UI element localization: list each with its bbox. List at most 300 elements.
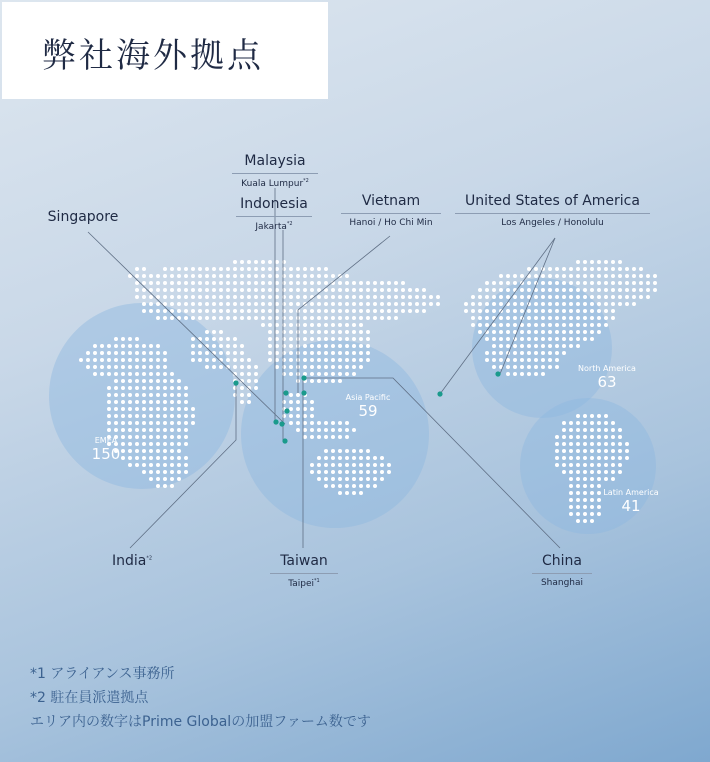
map-dot (212, 288, 216, 292)
map-dot (247, 288, 251, 292)
label-india (104, 553, 160, 569)
map-dot (142, 281, 146, 285)
map-dot (170, 281, 174, 285)
map-dot (513, 372, 517, 376)
map-dot (562, 344, 566, 348)
map-dot (128, 372, 132, 376)
map-dot (590, 267, 594, 271)
map-dot (569, 281, 573, 285)
map-dot (247, 393, 251, 397)
map-dot (303, 358, 307, 362)
map-dot (583, 456, 587, 460)
map-dot (541, 295, 545, 299)
map-dot (373, 302, 377, 306)
map-dot (408, 288, 412, 292)
map-dot (177, 456, 181, 460)
label-singapore (36, 209, 130, 225)
map-dot (156, 365, 160, 369)
map-dot (317, 316, 321, 320)
map-dot (163, 309, 167, 313)
map-dot (233, 351, 237, 355)
map-dot (261, 295, 265, 299)
map-dot (576, 267, 580, 271)
map-dot (611, 421, 615, 425)
map-dot (408, 309, 412, 313)
map-dot (583, 477, 587, 481)
map-dot (114, 400, 118, 404)
map-dot (597, 435, 601, 439)
map-dot (569, 512, 573, 516)
map-dot (541, 358, 545, 362)
map-dot (303, 400, 307, 404)
map-dot (247, 316, 251, 320)
map-dot (597, 330, 601, 334)
map-dot (583, 512, 587, 516)
map-dot (163, 288, 167, 292)
map-dot (394, 309, 398, 313)
map-dot (142, 393, 146, 397)
map-dot (156, 372, 160, 376)
map-dot (170, 428, 174, 432)
map-dot (569, 484, 573, 488)
map-dot (226, 274, 230, 278)
map-dot (387, 288, 391, 292)
map-dot (345, 449, 349, 453)
map-dot (534, 316, 538, 320)
map-dot (317, 372, 321, 376)
map-dot (345, 463, 349, 467)
map-dot (569, 295, 573, 299)
map-dot (177, 442, 181, 446)
map-dot (247, 365, 251, 369)
map-dot (317, 281, 321, 285)
map-dot (233, 260, 237, 264)
map-dot (583, 330, 587, 334)
map-dot (135, 365, 139, 369)
map-dot (380, 470, 384, 474)
map-dot (590, 302, 594, 306)
map-dot (331, 484, 335, 488)
map-dot (597, 281, 601, 285)
map-dot (401, 309, 405, 313)
map-dot (604, 477, 608, 481)
map-dot (247, 281, 251, 285)
map-dot (135, 386, 139, 390)
map-dot (562, 281, 566, 285)
map-dot (296, 428, 300, 432)
map-dot (352, 470, 356, 474)
map-dot (548, 358, 552, 362)
map-dot (205, 288, 209, 292)
map-dot (114, 428, 118, 432)
map-dot (149, 288, 153, 292)
map-dot (128, 351, 132, 355)
map-dot (604, 456, 608, 460)
map-dot (156, 393, 160, 397)
map-dot (317, 435, 321, 439)
map-dot (583, 337, 587, 341)
map-dot (513, 281, 517, 285)
map-dot (331, 365, 335, 369)
map-dot (156, 302, 160, 306)
map-dot (366, 449, 370, 453)
map-dot (324, 428, 328, 432)
map-dot (576, 302, 580, 306)
map-dot (121, 386, 125, 390)
map-dot (324, 309, 328, 313)
map-dot (604, 428, 608, 432)
map-dot (184, 400, 188, 404)
map-dot (639, 274, 643, 278)
map-dot (254, 295, 258, 299)
location-name-indonesia: Indonesia (240, 196, 308, 212)
map-dot (597, 295, 601, 299)
map-dot (387, 316, 391, 320)
map-dot (177, 267, 181, 271)
map-dot (583, 295, 587, 299)
map-dot (212, 365, 216, 369)
map-dot (156, 351, 160, 355)
map-dot (555, 295, 559, 299)
map-dot (93, 358, 97, 362)
map-dot (289, 337, 293, 341)
marker-vietnam-hanoi (283, 390, 288, 395)
map-dot (261, 267, 265, 271)
map-dot (310, 365, 314, 369)
map-dot (534, 330, 538, 334)
map-dot (338, 449, 342, 453)
map-dot (338, 421, 342, 425)
map-dot (163, 400, 167, 404)
map-dot (541, 351, 545, 355)
map-dot (597, 449, 601, 453)
map-dot (520, 358, 524, 362)
map-dot (583, 498, 587, 502)
map-dot (121, 421, 125, 425)
map-dot (289, 358, 293, 362)
map-dot (135, 414, 139, 418)
map-dot (331, 274, 335, 278)
region-label-emea: EMEA 150 (91, 436, 121, 463)
map-dot (569, 330, 573, 334)
map-dot (121, 393, 125, 397)
map-dot (226, 295, 230, 299)
map-dot (345, 302, 349, 306)
map-dot (233, 295, 237, 299)
map-dot (527, 267, 531, 271)
map-dot (226, 337, 230, 341)
map-dot (324, 316, 328, 320)
map-dot (345, 288, 349, 292)
map-dot (611, 274, 615, 278)
map-dot (555, 358, 559, 362)
map-dot (520, 302, 524, 306)
map-dot (338, 456, 342, 460)
marker-usa-la (495, 371, 500, 376)
map-dot (492, 281, 496, 285)
map-dot (275, 323, 279, 327)
map-dot (352, 477, 356, 481)
map-dot (310, 267, 314, 271)
map-dot (289, 274, 293, 278)
map-dot (576, 421, 580, 425)
map-dot (310, 281, 314, 285)
map-dot (583, 302, 587, 306)
map-dot (254, 274, 258, 278)
map-dot (387, 281, 391, 285)
map-dot (142, 386, 146, 390)
map-dot (135, 379, 139, 383)
map-dot (268, 344, 272, 348)
map-dot (366, 288, 370, 292)
map-dot (520, 344, 524, 348)
map-dot (366, 351, 370, 355)
map-dot (240, 372, 244, 376)
map-dot (226, 358, 230, 362)
map-dot (359, 337, 363, 341)
map-dot (611, 295, 615, 299)
map-dot (548, 351, 552, 355)
map-dot (198, 288, 202, 292)
map-dot (219, 330, 223, 334)
region-circle-asia-pacific (241, 340, 429, 528)
map-dot (534, 274, 538, 278)
map-dot (219, 365, 223, 369)
map-dot (324, 379, 328, 383)
map-dot (513, 358, 517, 362)
map-dot (380, 463, 384, 467)
map-dot (499, 337, 503, 341)
map-dot (184, 267, 188, 271)
map-dot (149, 435, 153, 439)
map-dot (331, 477, 335, 481)
map-dot (520, 309, 524, 313)
map-dot (212, 344, 216, 348)
map-dot (170, 267, 174, 271)
map-dot (296, 302, 300, 306)
map-dot (548, 281, 552, 285)
map-dot (366, 344, 370, 348)
map-dot (604, 421, 608, 425)
map-dot (345, 372, 349, 376)
map-dot (107, 400, 111, 404)
map-dot (345, 365, 349, 369)
map-dot (359, 358, 363, 362)
map-dot (618, 463, 622, 467)
map-dot (352, 372, 356, 376)
map-dot (541, 330, 545, 334)
map-dot (114, 414, 118, 418)
map-dot (191, 351, 195, 355)
map-dot (114, 344, 118, 348)
map-dot (520, 288, 524, 292)
map-dot (107, 365, 111, 369)
map-dot (338, 351, 342, 355)
map-dot (541, 288, 545, 292)
map-dot (590, 414, 594, 418)
map-dot (380, 288, 384, 292)
map-dot (590, 470, 594, 474)
map-dot (324, 449, 328, 453)
map-dot (555, 456, 559, 460)
marker-india (233, 380, 238, 385)
map-dot (310, 428, 314, 432)
map-dot (576, 463, 580, 467)
map-dot (611, 477, 615, 481)
map-dot (324, 351, 328, 355)
map-dot (555, 351, 559, 355)
map-dot (345, 477, 349, 481)
label-taiwan (270, 553, 338, 589)
map-dot (170, 484, 174, 488)
map-dot (611, 470, 615, 474)
map-dot (415, 309, 419, 313)
map-dot (212, 316, 216, 320)
map-dot (268, 309, 272, 313)
map-dot (492, 288, 496, 292)
map-dot (562, 442, 566, 446)
map-dot (268, 358, 272, 362)
map-dot (254, 302, 258, 306)
map-dot (618, 274, 622, 278)
map-dot (548, 323, 552, 327)
map-dot (310, 337, 314, 341)
map-dot (345, 274, 349, 278)
map-dot (275, 330, 279, 334)
map-dot (156, 274, 160, 278)
map-dot (177, 428, 181, 432)
map-dot (534, 358, 538, 362)
map-dot (338, 372, 342, 376)
map-dot (156, 463, 160, 467)
map-dot (254, 260, 258, 264)
map-dot (632, 281, 636, 285)
map-dot (331, 309, 335, 313)
map-dot (156, 407, 160, 411)
map-dot (135, 351, 139, 355)
map-dot (359, 323, 363, 327)
map-dot (345, 344, 349, 348)
location-city-china: Shanghai (532, 573, 592, 588)
map-dot (562, 295, 566, 299)
map-dot (163, 358, 167, 362)
map-dot (632, 288, 636, 292)
map-dot (254, 316, 258, 320)
map-dot (289, 344, 293, 348)
map-dot (576, 449, 580, 453)
map-dot (324, 274, 328, 278)
map-dot (555, 330, 559, 334)
map-dot (198, 316, 202, 320)
map-dot (576, 484, 580, 488)
map-dot (338, 477, 342, 481)
map-dot (541, 302, 545, 306)
map-dot (170, 393, 174, 397)
map-dot (107, 407, 111, 411)
map-dot (352, 463, 356, 467)
map-dot (142, 428, 146, 432)
map-dot (576, 344, 580, 348)
map-dot (583, 491, 587, 495)
map-dot (289, 365, 293, 369)
map-dot (583, 484, 587, 488)
map-dot (128, 386, 132, 390)
map-dot (310, 344, 314, 348)
map-dot (478, 309, 482, 313)
map-dot (506, 337, 510, 341)
map-dot (506, 281, 510, 285)
map-dot (149, 379, 153, 383)
map-dot (170, 316, 174, 320)
map-dot (373, 288, 377, 292)
map-dot (191, 302, 195, 306)
map-dot (177, 407, 181, 411)
map-dot (506, 372, 510, 376)
map-dot (310, 400, 314, 404)
map-dot (485, 281, 489, 285)
map-dot (548, 316, 552, 320)
map-dot (289, 281, 293, 285)
map-dot (156, 442, 160, 446)
map-dot (317, 288, 321, 292)
map-dot (338, 379, 342, 383)
map-dot (548, 344, 552, 348)
map-dot (625, 456, 629, 460)
map-dot (569, 449, 573, 453)
map-dot (317, 463, 321, 467)
map-dot (583, 463, 587, 467)
map-dot (317, 323, 321, 327)
map-dot (177, 414, 181, 418)
map-dot (93, 351, 97, 355)
map-dot (275, 302, 279, 306)
map-dot (135, 463, 139, 467)
map-dot (373, 295, 377, 299)
map-dot (618, 442, 622, 446)
map-dot (149, 351, 153, 355)
map-dot (499, 358, 503, 362)
map-dot (583, 519, 587, 523)
map-dot (590, 498, 594, 502)
map-dot (177, 281, 181, 285)
map-dot (128, 463, 132, 467)
map-dot (345, 337, 349, 341)
map-dot (422, 295, 426, 299)
map-dot (324, 435, 328, 439)
map-dot (499, 288, 503, 292)
map-dot (597, 470, 601, 474)
map-dot (163, 456, 167, 460)
map-dot (632, 267, 636, 271)
map-dot (401, 302, 405, 306)
map-dot (541, 365, 545, 369)
page-title: 弊社海外拠点 (42, 36, 264, 76)
map-dot (121, 337, 125, 341)
map-dot (149, 274, 153, 278)
map-dot (191, 414, 195, 418)
map-dot (177, 295, 181, 299)
map-dot (100, 358, 104, 362)
map-dot (618, 267, 622, 271)
map-dot (492, 344, 496, 348)
footnote-3: エリア内の数字はPrime Globalの加盟ファーム数です (30, 714, 371, 730)
map-dot (653, 281, 657, 285)
map-dot (569, 491, 573, 495)
map-dot (205, 330, 209, 334)
map-dot (352, 330, 356, 334)
label-china (532, 553, 592, 588)
map-dot (569, 428, 573, 432)
